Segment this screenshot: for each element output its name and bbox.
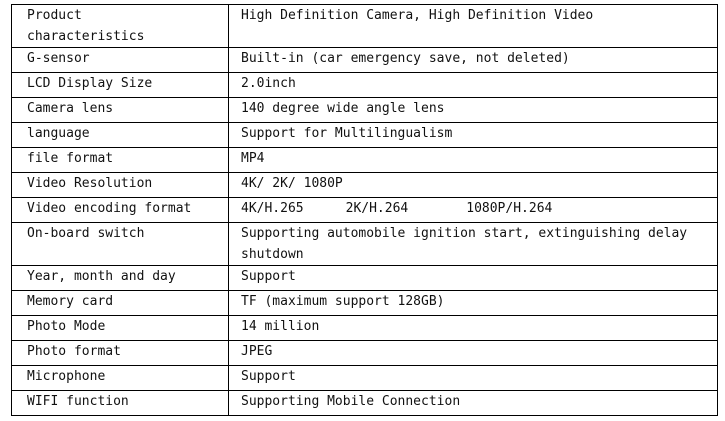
row-label: file format [12, 148, 229, 173]
value-line: shutdown [241, 247, 304, 262]
table-row [12, 341, 718, 366]
table-row [12, 148, 718, 173]
table-row [12, 5, 718, 48]
row-label: Year, month and day [12, 266, 229, 291]
value-part: 4K/H.265 [241, 201, 304, 216]
label-line: Product [27, 8, 82, 23]
row-value: Support [229, 366, 718, 391]
row-label: Photo Mode [12, 316, 229, 341]
row-value [229, 223, 718, 266]
table-row [12, 223, 718, 266]
row-label: WIFI function [12, 391, 229, 416]
row-value: 14 million [229, 316, 718, 341]
row-value: MP4 [229, 148, 718, 173]
row-value: 140 degree wide angle lens [229, 98, 718, 123]
row-value: JPEG [229, 341, 718, 366]
row-value: 2.0inch [229, 73, 718, 98]
row-value [229, 198, 718, 223]
row-value: High Definition Camera, High Definition Video [229, 5, 718, 48]
row-label: G-sensor [12, 48, 229, 73]
row-label [12, 5, 229, 48]
row-value: Support for Multilingualism [229, 123, 718, 148]
row-value: TF (maximum support 128GB) [229, 291, 718, 316]
row-label: Video Resolution [12, 173, 229, 198]
row-label: Memory card [12, 291, 229, 316]
table-row [12, 316, 718, 341]
label-line: characteristics [27, 29, 145, 44]
table-row [12, 366, 718, 391]
value-line: Supporting automobile ignition start, extinguishing delay [241, 226, 688, 241]
value-part: 1080P/H.264 [466, 201, 553, 216]
value-part: 2K/H.264 [345, 201, 409, 216]
row-label: Camera lens [12, 98, 229, 123]
table-row [12, 48, 718, 73]
specification-table [11, 4, 718, 416]
row-label: Microphone [12, 366, 229, 391]
row-value: Support [229, 266, 718, 291]
row-label: On-board switch [12, 223, 229, 266]
table-row [12, 123, 718, 148]
table-row [12, 173, 718, 198]
table-row [12, 291, 718, 316]
row-value: 4K/ 2K/ 1080P [229, 173, 718, 198]
row-label: Photo format [12, 341, 229, 366]
table-row [12, 391, 718, 416]
row-value: Built-in (car emergency save, not deleted) [229, 48, 718, 73]
row-label: LCD Display Size [12, 73, 229, 98]
table-row [12, 73, 718, 98]
row-label: Video encoding format [12, 198, 229, 223]
row-value: Supporting Mobile Connection [229, 391, 718, 416]
table-row [12, 266, 718, 291]
row-label: language [12, 123, 229, 148]
table-row [12, 98, 718, 123]
table-row [12, 198, 718, 223]
